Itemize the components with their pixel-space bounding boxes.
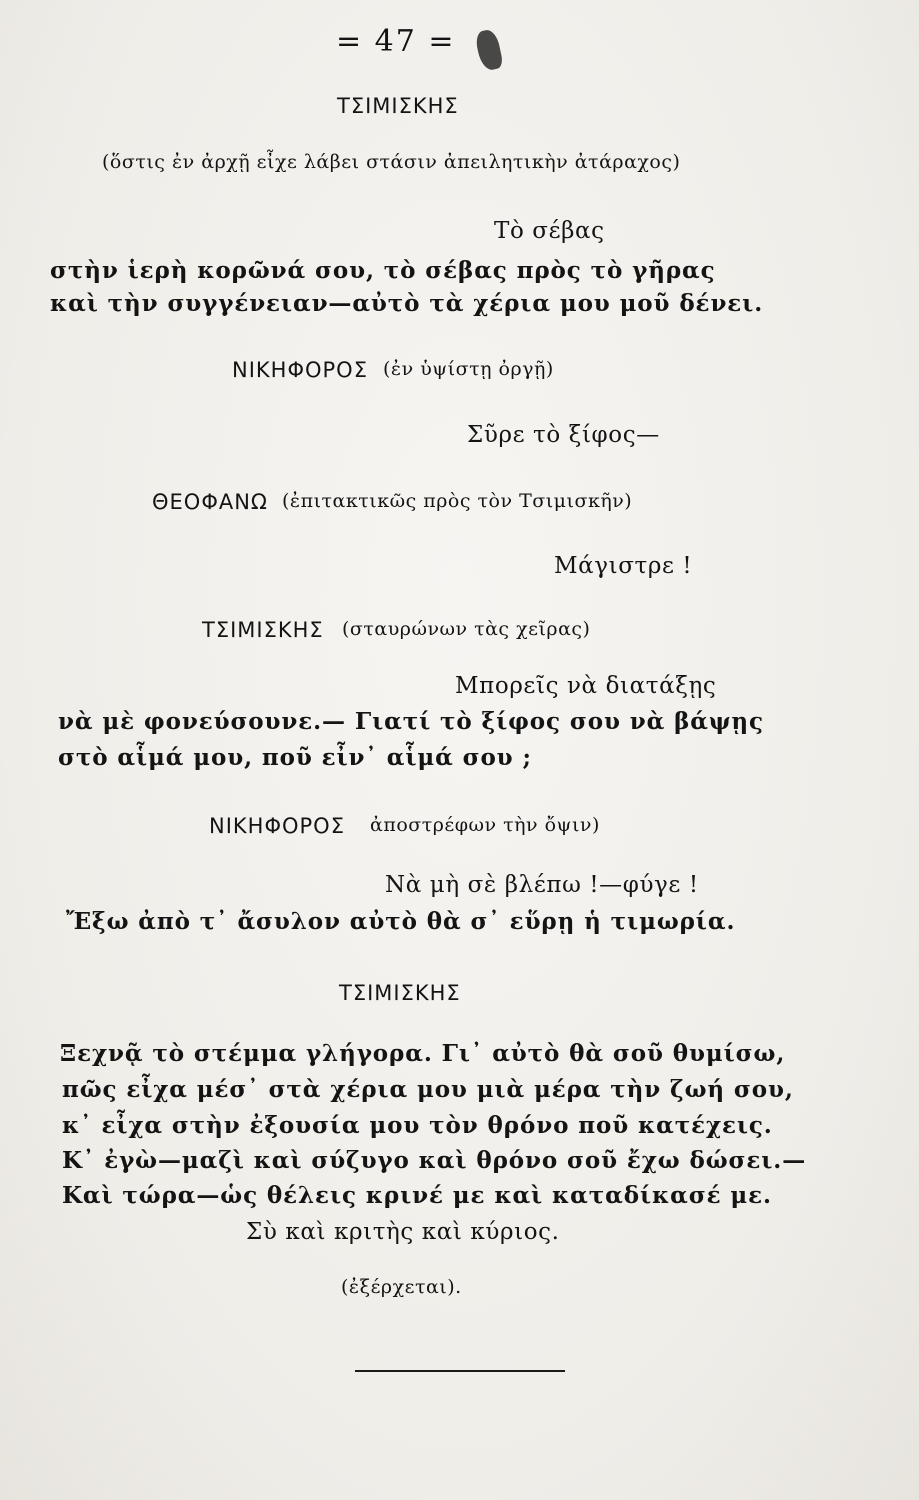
verse-line: στὸ αἷμά μου, ποῦ εἶν᾿ αἷμά σου ;	[58, 744, 532, 771]
page-number: = 47 =	[336, 24, 456, 59]
speaker-nikiforos: ΝΙΚΗΦΟΡΟΣ	[209, 814, 345, 838]
section-divider	[355, 1370, 565, 1372]
stage-direction-exit: (ἐξέρχεται).	[341, 1276, 462, 1298]
verse-line: Ξεχνᾷ τὸ στέμμα γλήγορα. Γι᾿ αὐτὸ θὰ σοῦ θυμίσω,	[60, 1040, 786, 1067]
stage-direction: (σταυρώνων τὰς χεῖρας)	[342, 618, 591, 640]
verse-line: Σὺ καὶ κριτὴς καὶ κύριος.	[246, 1219, 560, 1245]
stage-direction: ἀποστρέφων τὴν ὄψιν)	[370, 814, 600, 836]
speaker-theofano: ΘΕΟΦΑΝΩ	[152, 490, 268, 514]
stage-direction: (ὅστις ἐν ἀρχῇ εἶχε λάβει στάσιν ἀπειλητικὴν ἀτάραχος)	[102, 151, 681, 173]
verse-line: Καὶ τώρα—ὡς θέλεις κρινέ με καὶ καταδίκασέ με.	[62, 1182, 772, 1209]
ink-smudge	[474, 28, 504, 72]
verse-line: Κ᾿ ἐγὼ—μαζὶ καὶ σύζυγο καὶ θρόνο σοῦ ἔχω δώσει.—	[62, 1147, 807, 1174]
stage-direction: (ἐν ὑψίστῃ ὀργῇ)	[383, 358, 554, 380]
speaker-tsimiskis: ΤΣΙΜΙΣΚΗΣ	[337, 94, 459, 118]
verse-line: Μάγιστρε !	[554, 553, 693, 579]
verse-line: Τὸ σέβας	[494, 218, 605, 244]
verse-line: Μπορεῖς νὰ διατάξῃς	[455, 673, 717, 699]
verse-line: Νὰ μὴ σὲ βλέπω !—φύγε !	[385, 872, 699, 898]
speaker-tsimiskis: ΤΣΙΜΙΣΚΗΣ	[339, 981, 461, 1005]
speaker-nikiforos: ΝΙΚΗΦΟΡΟΣ	[232, 358, 368, 382]
stage-direction: (ἐπιτακτικῶς πρὸς τὸν Τσιμισκῆν)	[282, 490, 633, 512]
verse-line: Σῦρε τὸ ξίφος—	[467, 422, 660, 448]
verse-line: πῶς εἶχα μέσ᾿ στὰ χέρια μου μιὰ μέρα τὴν ζωή σου,	[62, 1076, 794, 1103]
speaker-tsimiskis: ΤΣΙΜΙΣΚΗΣ	[202, 618, 324, 642]
verse-line: Ἔξω ἀπὸ τ᾿ ἄσυλον αὐτὸ θὰ σ᾿ εὕρῃ ἡ τιμωρία.	[66, 908, 736, 935]
verse-line: στὴν ἱερὴ κορῶνά σου, τὸ σέβας πρὸς τὸ γῆρας	[50, 257, 716, 284]
verse-line: κ᾿ εἶχα στὴν ἐξουσία μου τὸν θρόνο ποῦ κατέχεις.	[62, 1112, 773, 1139]
verse-line: νὰ μὲ φονεύσουνε.— Γιατί τὸ ξίφος σου νὰ βάψῃς	[58, 708, 764, 735]
verse-line: καὶ τὴν συγγένειαν—αὐτὸ τὰ χέρια μου μοῦ δένει.	[50, 290, 764, 317]
